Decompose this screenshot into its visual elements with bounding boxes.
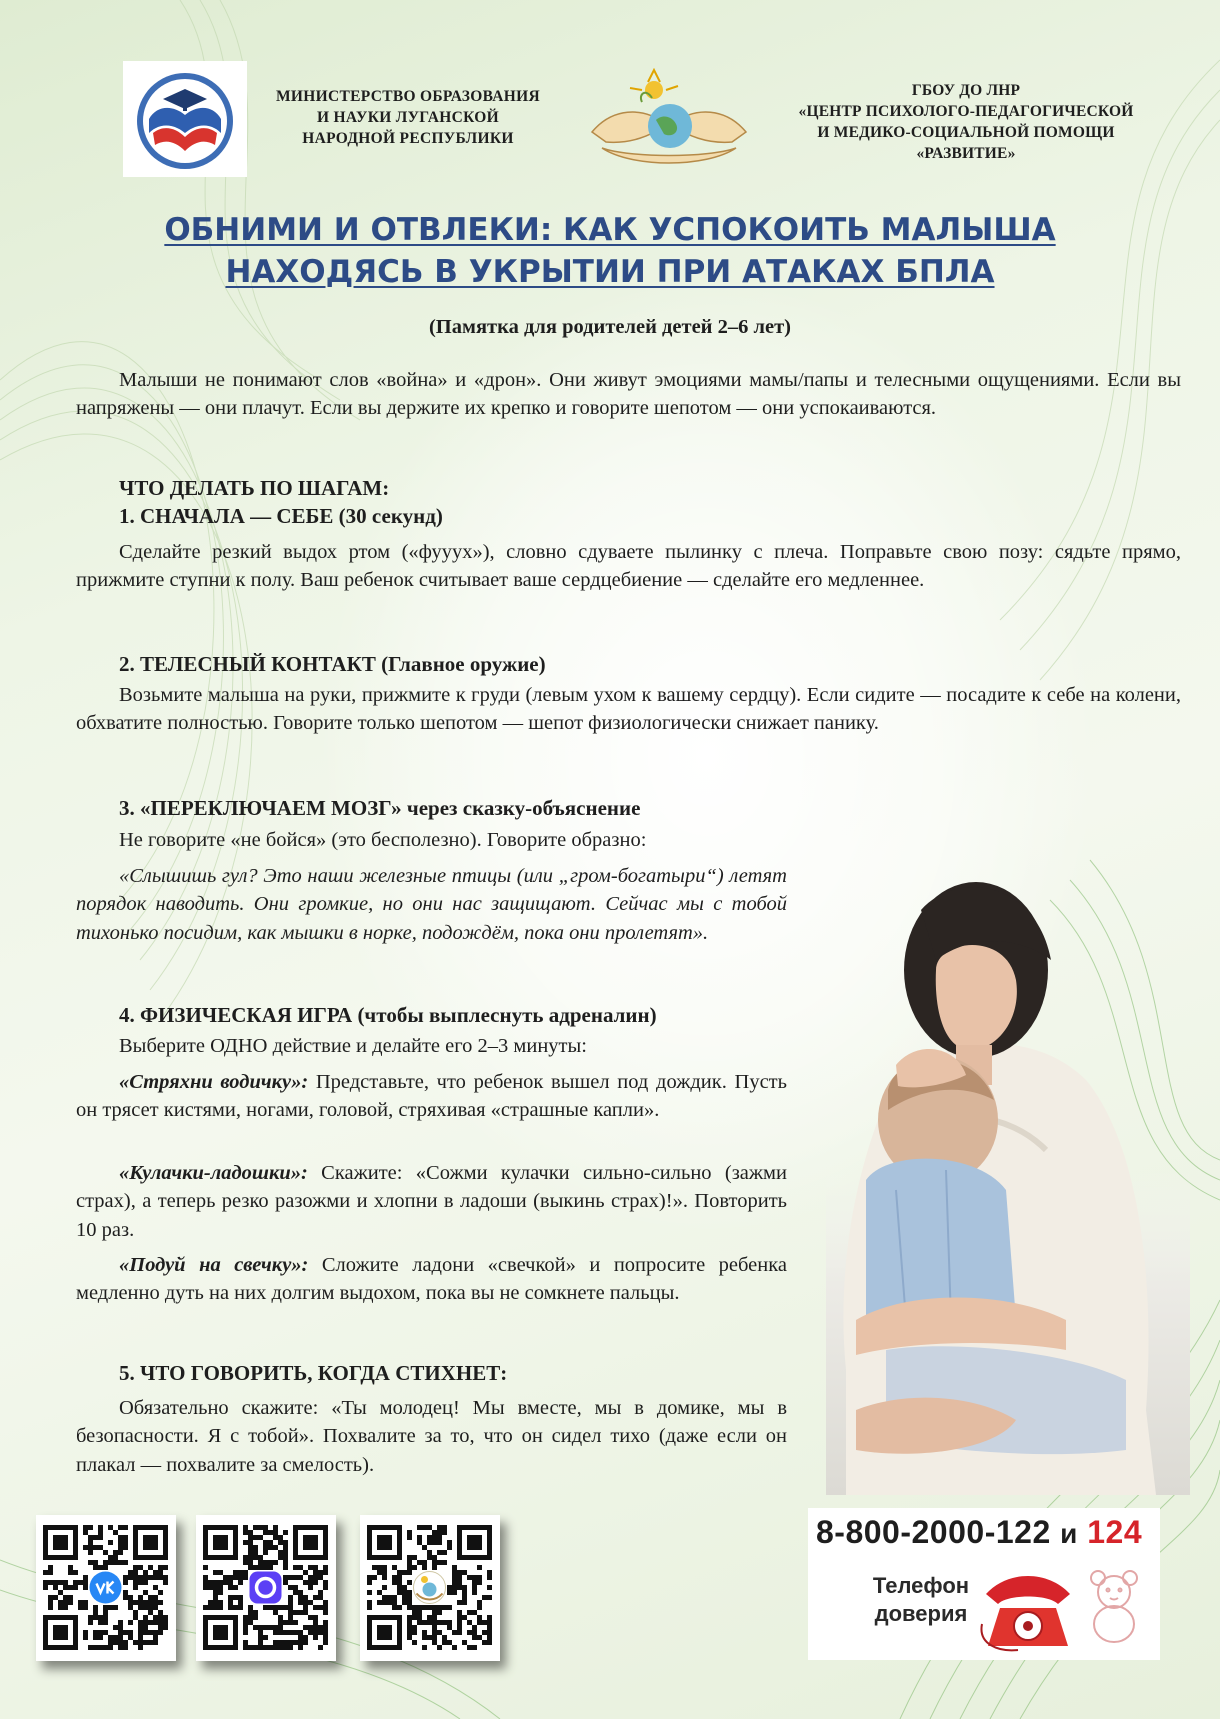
step4-heading-main: 4. ФИЗИЧЕСКАЯ ИГРА (119, 1003, 353, 1027)
ministry-line: НАРОДНОЙ РЕСПУБЛИКИ (302, 130, 514, 147)
red-telephone-icon (978, 1564, 1078, 1654)
center-line: «РАЗВИТИЕ» (916, 145, 1016, 162)
vk-qr-code[interactable] (36, 1515, 176, 1661)
game-item (76, 1251, 787, 1308)
title-line: НАХОДЯСЬ В УКРЫТИИ ПРИ АТАКАХ БПЛА (225, 254, 995, 290)
hotline-number (816, 1514, 1142, 1551)
max-messenger-qr-code[interactable] (196, 1515, 336, 1661)
game-text: Представьте, что ребенок вышел под дождик. Пусть он трясет кистями, ногами, головой, стряхивая «страшные капли». (76, 1071, 787, 1122)
step2-text: Возьмите малыша на руки, прижмите к груди (левым ухом к вашему сердцу). Если сидите — посадите к себе на колени, обхватите полностью. Говорите только шепотом — шепот физиологически снижает панику. (76, 684, 1181, 735)
step3-heading-main: 3. «ПЕРЕКЛЮЧАЕМ МОЗГ» (119, 796, 402, 820)
hotline-main-number: 8-800-2000-122 (816, 1514, 1051, 1550)
hotline-label-line: Телефон (872, 1573, 970, 1598)
step1-heading: 1. СНАЧАЛА — СЕБЕ (30 секунд) (119, 504, 443, 528)
game-text: Скажите: «Сожми кулачки сильно-сильно (зажми страх), а теперь резко разожми и хлопни в ладоши (выкинь страх)!». Повторить 10 раз. (76, 1162, 787, 1241)
hotline-box (808, 1508, 1160, 1660)
mother-child-photo (826, 850, 1190, 1495)
step4-heading (119, 1001, 657, 1029)
game-text: Сложите ладони «свечкой» и попросите ребенка медленно дуть на них долгим выдохом, пока вы не сомкнете пальцы. (76, 1254, 787, 1305)
step3-text: Не говорите «не бойся» (это бесполезно). Говорите образно: (119, 829, 647, 851)
step3-quote: «Слышишь гул? Это наши железные птицы (или „гром-богатыри“) летят порядок наводить. Они громкие, но они нас защищают. Сейчас мы с тобой тихонько посидим, как мышки в норке, подождём, пока они пролетят». (76, 865, 787, 944)
step5-heading: 5. ЧТО ГОВОРИТЬ, КОГДА СТИХНЕТ: (119, 1361, 508, 1385)
center-line: ГБОУ ДО ЛНР (911, 82, 1021, 99)
max-logo-icon (250, 1572, 282, 1604)
step5-text: Обязательно скажите: «Ты молодец! Мы вместе, мы в домике, мы в безопасности. Я с тобой». Похвалите за то, что он сидел тихо (даже если он плакал — похвалите за смелость). (76, 1397, 787, 1476)
steps-heading: ЧТО ДЕЛАТЬ ПО ШАГАМ: (119, 476, 390, 500)
game-item (76, 1159, 787, 1244)
center-line: И МЕДИКО-СОЦИАЛЬНОЙ ПОМОЩИ (817, 124, 1115, 141)
intro-paragraph: Малыши не понимают слов «война» и «дрон». Они живут эмоциями мамы/папы и телесными ощущениями. Если вы напряжены — они плачут. Если вы держите их крепко и говорите шепотом — они успокаиваются. (76, 369, 1181, 420)
hotline-and: и (1060, 1518, 1078, 1549)
step1-text: Сделайте резкий выдох ртом («фууух»), словно сдуваете пылинку с плеча. Поправьте свою позу: сядьте прямо, прижмите ступни к полу. Ваш ребенок считывает ваше сердцебиение — сделайте его медленнее. (76, 541, 1181, 592)
ministry-line: И НАУКИ ЛУГАНСКОЙ (317, 109, 499, 126)
center-website-qr-code[interactable] (360, 1515, 500, 1661)
teddy-bear-icon (1078, 1566, 1150, 1646)
center-line: «ЦЕНТР ПСИХОЛОГО-ПЕДАГОГИЧЕСКОЙ (798, 103, 1134, 120)
step4-text: Выберите ОДНО действие и делайте его 2–3 минуты: (119, 1035, 587, 1057)
center-logo-icon (414, 1572, 446, 1604)
center-name (780, 80, 1152, 164)
vk-logo-icon (90, 1572, 122, 1604)
ministry-logo (123, 61, 247, 177)
page-title (0, 209, 1220, 293)
game-name: «Подуй на свечку»: (119, 1254, 309, 1276)
game-name: «Кулачки-ладошки»: (119, 1162, 308, 1184)
step4-heading-rest: (чтобы выплеснуть адреналин) (352, 1003, 657, 1027)
hotline-label-line: доверия (874, 1601, 968, 1626)
game-item (76, 1068, 787, 1125)
step3-heading (119, 794, 640, 822)
page-subtitle: (Памятка для родителей детей 2–6 лет) (428, 316, 791, 338)
title-line: ОБНИМИ И ОТВЛЕКИ: КАК УСПОКОИТЬ МАЛЫША (164, 212, 1056, 248)
hotline-short-number: 124 (1087, 1514, 1143, 1550)
step2-heading: 2. ТЕЛЕСНЫЙ КОНТАКТ (Главное оружие) (119, 652, 546, 676)
ministry-name (258, 86, 558, 149)
hotline-label (866, 1572, 976, 1628)
ministry-line: МИНИСТЕРСТВО ОБРАЗОВАНИЯ (275, 88, 541, 105)
center-logo (582, 68, 756, 172)
game-name: «Стряхни водичку»: (119, 1071, 309, 1093)
step3-heading-rest: через сказку-объяснение (401, 796, 641, 820)
